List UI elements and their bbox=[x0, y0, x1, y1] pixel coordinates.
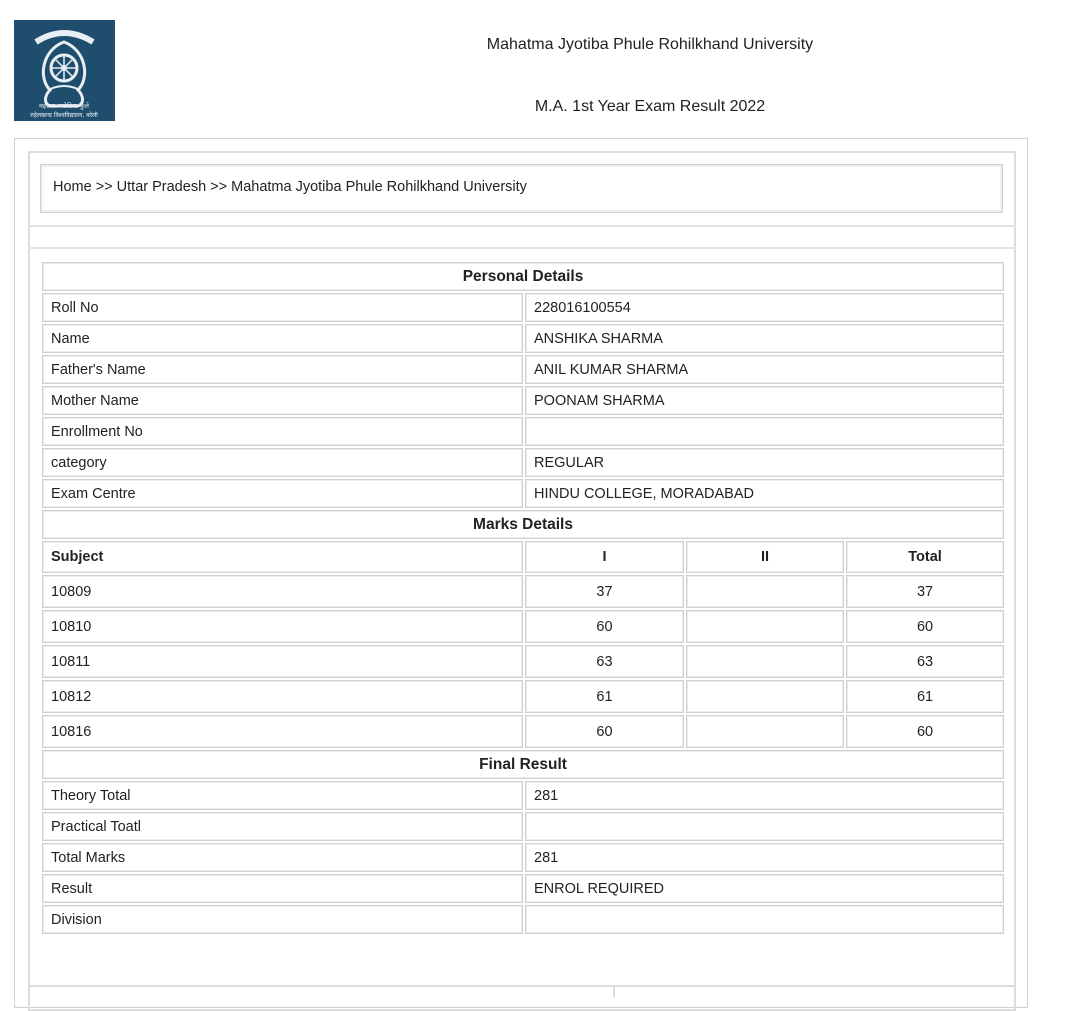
marks-total: 37 bbox=[846, 575, 1004, 608]
row-label: Enrollment No bbox=[42, 417, 523, 446]
table-row bbox=[42, 680, 1004, 713]
roll-no-value: 228016100554 bbox=[525, 293, 1004, 322]
row-label: Total Marks bbox=[42, 843, 523, 872]
practical-total-value bbox=[525, 812, 1004, 841]
svg-text:महात्मा ज्योतिबा फुले: महात्मा ज्योतिबा फुले bbox=[39, 102, 89, 110]
total-marks-value: 281 bbox=[525, 843, 1004, 872]
marks-total: 60 bbox=[846, 610, 1004, 643]
row-label: Result bbox=[42, 874, 523, 903]
separator-band bbox=[28, 225, 1016, 249]
category-value: REGULAR bbox=[525, 448, 1004, 477]
row-label: category bbox=[42, 448, 523, 477]
marks-i: 63 bbox=[525, 645, 684, 678]
marks-i: 61 bbox=[525, 680, 684, 713]
university-name: Mahatma Jyotiba Phule Rohilkhand University bbox=[486, 36, 814, 53]
name-value: ANSHIKA SHARMA bbox=[525, 324, 1004, 353]
table-row bbox=[42, 575, 1004, 608]
marks-total: 63 bbox=[846, 645, 1004, 678]
row-label: Roll No bbox=[42, 293, 523, 322]
column-header-ii: II bbox=[686, 541, 844, 573]
marks-ii bbox=[686, 610, 844, 643]
table-row bbox=[42, 324, 1004, 353]
row-label: Exam Centre bbox=[42, 479, 523, 508]
marks-total: 61 bbox=[846, 680, 1004, 713]
theory-total-value: 281 bbox=[525, 781, 1004, 810]
table-row bbox=[42, 781, 1004, 810]
table-row bbox=[42, 812, 1004, 841]
marks-details-heading: Marks Details bbox=[42, 510, 1004, 539]
svg-text:रुहेलखण्ड विश्वविद्यालय, बरेली: रुहेलखण्ड विश्वविद्यालय, बरेली bbox=[30, 112, 98, 119]
table-row bbox=[42, 479, 1004, 508]
university-emblem-icon bbox=[14, 20, 115, 121]
subject-code: 10811 bbox=[42, 645, 523, 678]
marks-total: 60 bbox=[846, 715, 1004, 748]
row-label: Father's Name bbox=[42, 355, 523, 384]
marks-i: 60 bbox=[525, 715, 684, 748]
table-row bbox=[42, 905, 1004, 934]
subject-code: 10810 bbox=[42, 610, 523, 643]
page-header bbox=[0, 0, 1080, 130]
fathers-name-value: ANIL KUMAR SHARMA bbox=[525, 355, 1004, 384]
final-result-heading: Final Result bbox=[42, 750, 1004, 779]
table-row bbox=[42, 448, 1004, 477]
table-row bbox=[42, 610, 1004, 643]
column-header-subject: Subject bbox=[42, 541, 523, 573]
breadcrumb[interactable]: Home >> Uttar Pradesh >> Mahatma Jyotiba Phule Rohilkhand University bbox=[40, 164, 1003, 213]
marks-i: 60 bbox=[525, 610, 684, 643]
column-header-total: Total bbox=[846, 541, 1004, 573]
mother-name-value: POONAM SHARMA bbox=[525, 386, 1004, 415]
marks-ii bbox=[686, 680, 844, 713]
subject-code: 10816 bbox=[42, 715, 523, 748]
table-row bbox=[42, 843, 1004, 872]
row-label: Mother Name bbox=[42, 386, 523, 415]
marks-ii bbox=[686, 645, 844, 678]
result-value: ENROL REQUIRED bbox=[525, 874, 1004, 903]
exam-title: M.A. 1st Year Exam Result 2022 bbox=[534, 98, 766, 115]
result-table bbox=[40, 260, 1006, 936]
marks-header-row bbox=[42, 541, 1004, 573]
marks-i: 37 bbox=[525, 575, 684, 608]
marks-ii bbox=[686, 715, 844, 748]
table-row bbox=[42, 715, 1004, 748]
exam-centre-value: HINDU COLLEGE, MORADABAD bbox=[525, 479, 1004, 508]
subject-code: 10809 bbox=[42, 575, 523, 608]
table-row bbox=[42, 417, 1004, 446]
footer-band bbox=[28, 985, 1016, 1005]
table-row bbox=[42, 293, 1004, 322]
row-label: Division bbox=[42, 905, 523, 934]
row-label: Practical Toatl bbox=[42, 812, 523, 841]
row-label: Theory Total bbox=[42, 781, 523, 810]
row-label: Name bbox=[42, 324, 523, 353]
table-row bbox=[42, 645, 1004, 678]
column-header-i: I bbox=[525, 541, 684, 573]
personal-details-heading-row bbox=[42, 262, 1004, 291]
personal-details-heading: Personal Details bbox=[42, 262, 1004, 291]
table-row bbox=[42, 386, 1004, 415]
marks-details-heading-row bbox=[42, 510, 1004, 539]
university-logo bbox=[14, 20, 115, 121]
enrollment-no-value bbox=[525, 417, 1004, 446]
marks-ii bbox=[686, 575, 844, 608]
footer-divider bbox=[613, 985, 615, 997]
final-result-heading-row bbox=[42, 750, 1004, 779]
table-row bbox=[42, 874, 1004, 903]
division-value bbox=[525, 905, 1004, 934]
table-row bbox=[42, 355, 1004, 384]
subject-code: 10812 bbox=[42, 680, 523, 713]
